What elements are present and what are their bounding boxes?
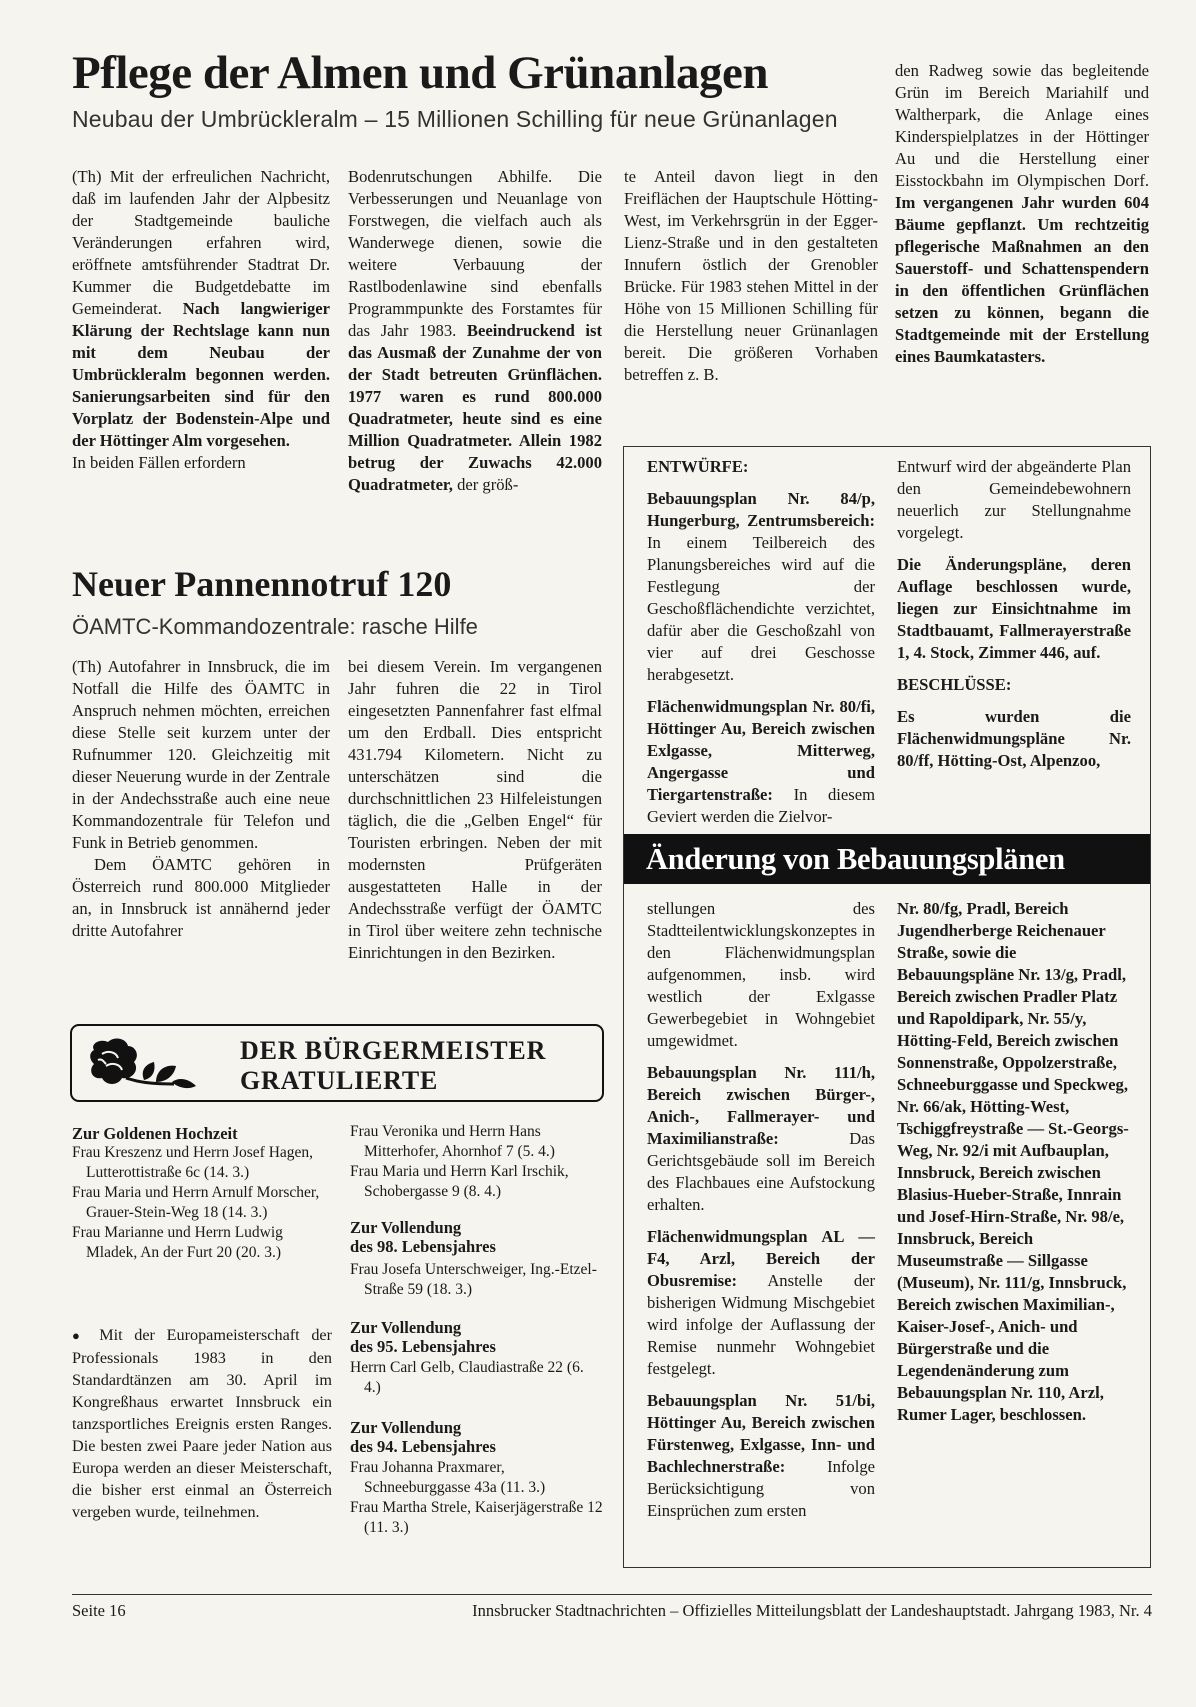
bullet-icon: ●: [72, 1328, 88, 1343]
box-text-segment: Das Gerichtsgebäude soll im Bereich des Flachbaues eine Aufstockung erhalten.: [647, 1129, 875, 1214]
heading-line: des 95. Lebensjahres: [350, 1337, 496, 1356]
mayor-col1: [72, 1122, 334, 1263]
article1-col1-text-a: (Th) Mit der erfreulichen Nachricht, daß im laufenden Jahr der Alpbesitz der Stadtgemeinde bauliche Veränderungen erfahren wird, eröffnete amtsführender Stadtrat Dr. Kummer die Budgetdebatte im Gemeinderat.: [72, 167, 330, 318]
article1-col4: [895, 60, 1149, 368]
article1-col2-text-c: der größ-: [457, 475, 519, 494]
mayor-col2: [350, 1122, 604, 1538]
article2-col2-text: bei diesem Verein. Im vergangenen Jahr fuhren die 22 in Tirol eingesetzten Pannenfahrer fast elfmal um den Erdball. Dies entspricht 431.794 Kilometern. Nicht zu unterschätzen sind die durchschnittlichen 23 Hilfeleistungen täglich, die die „Gelben Engel“ für Touristen erbringen. Neben der mit modernsten Prüfgeräten ausgestatteten Halle in der Andechsstraße verfügt der ÖAMTC in Tirol über weitere zehn technische Einrichtungen in den Bezirken.: [348, 657, 602, 962]
box-text-segment: In einem Teilbereich des Planungsbereiches wird auf die Festlegung der Geschoßflächendichte verzichtet, dafür aber die Geschoßzahl von vier auf drei Geschosse herabgesetzt.: [647, 533, 875, 684]
article1-col1-text-b: Nach langwieriger Klärung der Rechtslage kann nun mit dem Neubau der Umbrückleralm begonnen werden. Sanierungsarbeiten sind für den Vorplatz der Bodenstein-Alpe und der Höttinger Alm vorgesehen.: [72, 299, 330, 450]
box-text-segment: Bebauungsplan Nr. 51/bi, Höttinger Au, Bereich zwischen Fürstenweg, Exlgasse, Inn- und Bachlechnerstraße:: [647, 1391, 875, 1476]
publication-info: Innsbrucker Stadtnachrichten – Offizielles Mitteilungsblatt der Landeshauptstadt. Jahrgang 1983, Nr. 4: [472, 1601, 1152, 1620]
mayor-title: [240, 1036, 546, 1096]
dance-note-text: Mit der Europameisterschaft der Professionals 1983 in den Standardtänzen am 30. April im Kongreßhaus erwartet Innsbruck ein tanzsportliches Ereignis ersten Ranges. Die besten zwei Paare jeder Nation aus Europa werden an dieser Meisterschaft, die bisher erst einmal an Österreich vergeben wurde, teilnehmen.: [72, 1326, 332, 1521]
article1-col1: [72, 166, 330, 474]
article-title-almen: Pflege der Almen und Grünanlagen: [72, 47, 769, 99]
box-bottom-col2: [897, 898, 1131, 1426]
box-text-segment: Bebauungsplan Nr. 84/p, Hungerburg, Zentrumsbereich:: [647, 489, 875, 530]
congrats-entry: Herrn Carl Gelb, Claudiastraße 22 (6. 4.): [350, 1359, 584, 1396]
congrats-entry: Frau Martha Strele, Kaiserjägerstraße 12 (11. 3.): [350, 1499, 603, 1536]
section-heading-98: [350, 1218, 604, 1256]
page-footer: [72, 1594, 1152, 1621]
congrats-entry: Frau Maria und Herrn Karl Irschik, Schobergasse 9 (8. 4.): [350, 1163, 569, 1200]
congrats-entry: Frau Josefa Unterschweiger, Ing.-Etzel-Straße 59 (18. 3.): [350, 1261, 597, 1298]
box-text-segment: In diesem Geviert werden die Zielvor-: [647, 785, 875, 826]
box-text-segment: ENTWÜRFE:: [647, 457, 749, 476]
box-text-segment: Bebauungsplan Nr. 111/h, Bereich zwischen Bürger-, Anich-, Fallmerayer- und Maximilianstraße:: [647, 1063, 875, 1148]
dance-note: [72, 1324, 332, 1523]
box-top-col2: [897, 456, 1131, 772]
heading-line: des 98. Lebensjahres: [350, 1237, 496, 1256]
box-text-segment: stellungen des Stadtteilentwicklungskonzeptes in den Flächenwidmungsplan aufgenommen, insb. wird westlich der Exlgasse Gewerbegebiet in Wohngebiet umgewidmet.: [647, 899, 875, 1050]
congrats-entry: Frau Kreszenz und Herrn Josef Hagen, Lutterottistraße 6c (14. 3.): [72, 1144, 314, 1181]
box-text-segment: Entwurf wird der abgeänderte Plan den Gemeindebewohnern neuerlich zur Stellungnahme vorgelegt.: [897, 457, 1131, 542]
heading-line: Zur Vollendung: [350, 1318, 462, 1337]
article2-col1: [72, 656, 330, 942]
congrats-entry: Frau Marianne und Herrn Ludwig Mladek, An der Furt 20 (20. 3.): [72, 1224, 283, 1261]
heading-line: Zur Vollendung: [350, 1218, 462, 1237]
box-bottom-col1: [647, 898, 875, 1522]
congrats-entry: Frau Maria und Herrn Arnulf Morscher, Grauer-Stein-Weg 18 (14. 3.): [72, 1184, 320, 1221]
article1-col2-text-a: Bodenrutschungen Abhilfe. Die Verbesserungen und Neuanlage von Forstwegen, die vielfach auch als Wanderwege dienen, sowie die weitere Verbauung der Rastlbodenlawine sind ebenfalls Programmpunkte des Forstamtes für das Jahr 1983.: [348, 167, 602, 340]
article-title-pannennotruf: Neuer Pannennotruf 120: [72, 564, 452, 604]
article1-col4-text-b: Im vergangenen Jahr wurden 604 Bäume gepflanzt. Um rechtzeitig pflegerische Maßnahmen an den Sauerstoff- und Schattenspendern in den öffentlichen Grünflächen setzen zu können, begann die Stadtgemeinde mit der Erstellung eines Baumkatasters.: [895, 193, 1149, 366]
bebauungsplan-bar-title: Änderung von Bebauungsplänen: [624, 834, 1150, 884]
article1-col3-text: te Anteil davon liegt in den Freiflächen der Hauptschule Hötting-West, im Verkehrsgrün in der Egger-Lienz-Straße und in den gestalteten Innufern östlich der Grenobler Brücke. Für 1983 stehen Mittel in der Höhe von 15 Millionen Schilling für die Herstellung neuer Grünanlagen bereit. Die größeren Vorhaben betreffen z. B.: [624, 167, 878, 384]
article1-col2-text-b: Beeindruckend ist das Ausmaß der Zunahme der von der Stadt betreuten Grünflächen. 1977 waren es rund 800.000 Quadratmeter, heute sind es eine Million Quadratmeter. Allein 1982 betrug der Zuwachs 42.000 Quadratmeter,: [348, 321, 602, 494]
article2-col1-para-a: (Th) Autofahrer in Innsbruck, die im Notfall die Hilfe des ÖAMTC in Anspruch nehmen möchten, erreichen diese Stelle seit kurzem unter der Rufnummer 120. Gleichzeitig mit dieser Neuerung wurde in der Zentrale in der Andechsstraße auch eine neue Kommandozentrale für Telefon und Funk in Betrieb genommen.: [72, 657, 330, 852]
mayor-congratulations-header: [70, 1024, 604, 1102]
article2-col1-para-b: Dem ÖAMTC gehören in Österreich rund 800.000 Mitglieder an, in Innsbruck ist annähernd jeder dritte Autofahrer: [72, 855, 330, 940]
article-subtitle-pannennotruf: ÖAMTC-Kommandozentrale: rasche Hilfe: [72, 614, 478, 639]
article1-col2: [348, 166, 602, 496]
article1-col3: [624, 166, 878, 386]
mayor-title-line2: GRATULIERTE: [240, 1066, 439, 1095]
box-text-segment: Anstelle der bisherigen Widmung Mischgebiet wird infolge der Auflassung der Remise nunmehr Wohngebiet festgelegt.: [647, 1271, 876, 1378]
article1-col1-text-c: In beiden Fällen erfordern: [72, 453, 246, 472]
heading-line: des 94. Lebensjahres: [350, 1437, 496, 1456]
section-heading-95: [350, 1318, 604, 1356]
heading-line: Zur Vollendung: [350, 1418, 462, 1437]
mayor-title-line1: DER BÜRGERMEISTER: [240, 1036, 547, 1065]
rose-emblem-icon: [86, 1036, 206, 1094]
box-text-segment: Es wurden die Flächenwidmungspläne Nr. 80/ff, Hötting-Ost, Alpenzoo,: [897, 707, 1131, 770]
congrats-entry: Frau Veronika und Herrn Hans Mitterhofer, Ahornhof 7 (5. 4.): [350, 1123, 555, 1160]
box-text-segment: BESCHLÜSSE:: [897, 675, 1012, 694]
box-top-col1: [647, 456, 875, 828]
congrats-entry: Frau Johanna Praxmarer, Schneeburggasse 43a (11. 3.): [350, 1459, 546, 1496]
box-text-segment: Flächenwidmungsplan AL — F4, Arzl, Bereich der Obusremise:: [647, 1227, 875, 1290]
box-bottom-col2-text: Nr. 80/fg, Pradl, Bereich Jugendherberge Reichenauer Straße, sowie die Bebauungspläne Nr. 13/g, Pradl, Bereich zwischen Pradler Platz und Rapoldipark, Nr. 55/y, Hötting-Feld, Bereich zwischen Sonnenstraße, Oppolzerstraße, Schneeburggasse und Speckweg, Nr. 66/ak, Hötting-West, Tschiggfreystraße — St.-Georgs-Weg, Nr. 92/i mit Aufbauplan, Innsbruck, Bereich zwischen Blasius-Hueber-Straße, Innrain und Josef-Hirn-Straße, Nr. 98/e, Innsbruck, Bereich Museumstraße — Sillgasse (Museum), Nr. 111/g, Innsbruck, Bereich zwischen Maximilian-, Kaiser-Josef-, Anich- und Bürgerstraße und die Legendenänderung zum Bebauungsplan Nr. 110, Arzl, Rumer Lager, beschlossen.: [897, 899, 1129, 1424]
page-number: Seite 16: [72, 1601, 126, 1620]
article1-col4-text-a: den Radweg sowie das begleitende Grün im Bereich Mariahilf und Waltherpark, die Anlage eines Kinderspielplatzes in der Höttinger Au und die Herstellung einer Eisstockbahn im Olympischen Dorf.: [895, 61, 1149, 190]
box-text-segment: Die Änderungspläne, deren Auflage beschlossen wurde, liegen zur Einsichtnahme im Stadtbauamt, Fallmerayerstraße 1, 4. Stock, Zimmer 446, auf.: [897, 555, 1131, 662]
section-heading-golden: Zur Goldenen Hochzeit: [72, 1124, 238, 1143]
article2-col2: [348, 656, 602, 964]
box-text-segment: Flächenwidmungsplan Nr. 80/fi, Höttinger Au, Bereich zwischen Exlgasse, Mitterweg, Angergasse und Tiergartenstraße:: [647, 697, 875, 804]
box-text-segment: Infolge Berücksichtigung von Einsprüchen zum ersten: [647, 1457, 875, 1520]
section-heading-94: [350, 1418, 604, 1456]
article-subtitle-almen: Neubau der Umbrückleralm – 15 Millionen Schilling für neue Grünanlagen: [72, 106, 838, 132]
